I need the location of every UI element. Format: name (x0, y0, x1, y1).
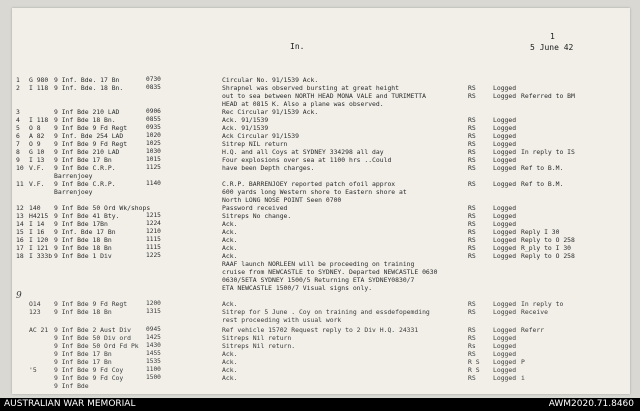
entry-message: Sitreps Nil return. (222, 342, 296, 350)
entry-message: Ack. (222, 374, 238, 382)
entry-action: Logged (493, 220, 517, 228)
entry-action: Logged (493, 84, 517, 92)
entry-formation: 9 Inf Bde C.R.P. (54, 164, 116, 172)
log-entry (12, 108, 630, 116)
entry-time: 1020 (146, 132, 161, 139)
log-sheet (12, 8, 630, 394)
entry-serial: 3 (16, 108, 20, 116)
entry-formation: 9 Inf Bde 210 LAD (54, 108, 120, 116)
entry-action: Logged (493, 228, 517, 236)
entry-from: I 16 (29, 228, 45, 236)
entry-rs: R S (468, 358, 480, 366)
entry-from: O 8 (29, 124, 41, 132)
entry-time: 1200 (146, 300, 161, 307)
entry-serial: 10 (16, 164, 24, 172)
entry-from: O 9 (29, 140, 41, 148)
entry-formation: 9 Inf Bde 41 Bty. (54, 212, 120, 220)
entry-message: have been Depth charges. (222, 164, 315, 172)
entry-from: H4215 (29, 212, 49, 220)
entry-formation: 9 Inf Bde 50 Div ord (54, 334, 131, 342)
entry-message: Ack. (222, 366, 238, 374)
entry-formation: 9 Inf Bde 210 LAD (54, 148, 120, 156)
entry-formation: 9 Inf Bde 17Bn (54, 220, 108, 228)
log-entry (12, 92, 630, 100)
entry-rs: RS (468, 140, 476, 148)
log-entry (12, 284, 630, 292)
entry-rs: RS (468, 92, 476, 100)
entry-serial: 14 (16, 220, 24, 228)
entry-from: 140 (29, 204, 41, 212)
entry-action: Logged (493, 342, 517, 350)
log-entry (12, 236, 630, 244)
entry-rs: Rs (468, 342, 476, 350)
entry-note: Receive (521, 308, 548, 316)
entry-note: Referr (521, 326, 545, 334)
entry-time: 0945 (146, 326, 161, 333)
log-entry (12, 316, 630, 324)
entry-formation: 9 Inf Bde 9 Fd Regt (54, 300, 128, 308)
entry-time: 0835 (146, 84, 161, 91)
entry-time: 1125 (146, 164, 161, 171)
entry-message: Ack. 91/1539 (222, 116, 269, 124)
log-entry (12, 300, 630, 308)
entry-serial: 5 (16, 124, 20, 132)
entry-rs: RS (468, 116, 476, 124)
entry-action: Logged (493, 132, 517, 140)
entry-time: 1140 (146, 180, 161, 187)
entry-from: I 13 (29, 156, 45, 164)
log-entry (12, 100, 630, 108)
page-number: 1 (550, 32, 555, 41)
entry-time: 1115 (146, 236, 161, 243)
entry-from: I 118 (29, 116, 49, 124)
entry-time: 1030 (146, 148, 161, 155)
entry-message: Ack. (222, 358, 238, 366)
entry-rs: RS (468, 236, 476, 244)
entry-formation: Barrenjoey (54, 188, 93, 196)
entry-rs: RS (468, 244, 476, 252)
entry-rs: RS (468, 334, 476, 342)
entry-note: Ref to B.M. (521, 180, 564, 188)
entry-serial: 7 (16, 140, 20, 148)
entry-action: Logged (493, 236, 517, 244)
entry-message: Four explosions over sea at 1100 hrs ..Could (222, 156, 392, 164)
entry-message: Ack. (222, 350, 238, 358)
entry-message: cruise from NEWCASTLE to SYDNEY. Departed NEWCASTLE 0630 (222, 268, 438, 276)
entry-time: 1015 (146, 156, 161, 163)
entry-message: Sitreps No change. (222, 212, 292, 220)
entry-message: Ack. (222, 244, 238, 252)
entry-note: In reply to IS (521, 148, 575, 156)
entry-action: Logged (493, 334, 517, 342)
entry-time: 1500 (146, 374, 161, 381)
entry-from: V.F. (29, 180, 45, 188)
log-entry (12, 334, 630, 342)
entry-note: In reply to (521, 300, 564, 308)
log-entry (12, 180, 630, 188)
entry-action: Logged (493, 92, 517, 100)
entry-action: Logged (493, 164, 517, 172)
entry-formation: 9 Inf Bde 17 Bn (54, 156, 112, 164)
log-entry (12, 204, 630, 212)
entry-action: Logged (493, 252, 517, 260)
entry-formation: 9 Inf Bde 18 Bn. (54, 116, 116, 124)
entry-message: Ref vehicle 15702 Request reply to 2 Div H.Q. 24331 (222, 326, 419, 334)
entry-message: Ack Circular 91/1539 (222, 132, 299, 140)
entry-rs: RS (468, 164, 476, 172)
entry-note: i (521, 374, 525, 382)
entry-rs: RS (468, 326, 476, 334)
entry-from: I 333b (29, 252, 53, 260)
entry-note: P (521, 358, 525, 366)
entry-rs: RS (468, 132, 476, 140)
entry-action: Logged (493, 148, 517, 156)
log-entry (12, 84, 630, 92)
log-date: 5 June 42 (530, 43, 574, 52)
entry-rs: RS (468, 84, 476, 92)
entry-from: 123 (29, 308, 41, 316)
entry-formation: 9 Inf Bde 2 Aust Div (54, 326, 131, 334)
entry-message: Sitrep for 5 June . Coy on training and essdefopemding (222, 308, 430, 316)
log-entry (12, 140, 630, 148)
log-entry (12, 172, 630, 180)
entry-from: V.F. (29, 164, 45, 172)
entry-time: 1430 (146, 342, 161, 349)
entry-message: H.Q. and all Coys at SYDNEY 334298 all day (222, 148, 384, 156)
entry-serial: 8 (16, 148, 20, 156)
entry-message: Sitreps Nil return (222, 334, 292, 342)
entry-time: 1535 (146, 358, 161, 365)
log-entry (12, 268, 630, 276)
log-entry (12, 260, 630, 268)
archive-name: AUSTRALIAN WAR MEMORIAL (4, 399, 136, 409)
entry-rs: RS (468, 124, 476, 132)
entry-rs: RS (468, 350, 476, 358)
entry-action: Logged (493, 124, 517, 132)
entry-time: 1210 (146, 228, 161, 235)
entry-from: I 121 (29, 244, 49, 252)
entry-formation: 9 Inf Bde 18 Bn (54, 308, 112, 316)
entry-serial: 9 (16, 156, 20, 164)
entry-message: C.R.P. BARRENJOEY reported patch ofoil approx (222, 180, 396, 188)
entry-from: I 118 (29, 84, 49, 92)
entry-serial: 2 (16, 84, 20, 92)
entry-note: Ref to B.M. (521, 164, 564, 172)
entry-message: HEAD at 0815 K. Also a plane was observed. (222, 100, 384, 108)
entry-serial: 11 (16, 180, 24, 188)
entry-formation: 9 Inf Bde 50 Ord Wk/shops (54, 204, 151, 212)
entry-from: I 120 (29, 236, 49, 244)
entry-time: 1225 (146, 252, 161, 259)
entry-message: Ack. (222, 228, 238, 236)
entry-rs: RS (468, 300, 476, 308)
log-entry (12, 276, 630, 284)
entry-message: Shrapnel was observed bursting at great height (222, 84, 399, 92)
entry-note: Reply to O 258 (521, 252, 575, 260)
entry-from: G 10 (29, 148, 45, 156)
entry-time: 1215 (146, 212, 161, 219)
entry-time: 1224 (146, 220, 161, 227)
entry-time: 1455 (146, 350, 161, 357)
page-mark: In. (290, 42, 305, 51)
log-entry (12, 212, 630, 220)
entry-action: Logged (493, 116, 517, 124)
entry-formation: 9 Inf Bde 18 Bn (54, 236, 112, 244)
entry-formation: 9 Inf Bde 17 Bn (54, 350, 112, 358)
log-entry (12, 156, 630, 164)
entry-message: ETA NEWCASTLE 1500/7 Visual signs only. (222, 284, 373, 292)
archive-reference: AWM2020.71.8460 (548, 399, 634, 409)
entry-formation: 9 Inf Bde 17 Bn (54, 358, 112, 366)
entry-rs: RS (468, 252, 476, 260)
entry-time: 1315 (146, 308, 161, 315)
entry-message: Ack. (222, 300, 238, 308)
entry-message: rest proceeding with usual work (222, 316, 342, 324)
entry-rs: RS (468, 180, 476, 188)
entry-action: Logged (493, 358, 517, 366)
entry-action: Logged (493, 326, 517, 334)
entry-message: Rec Circular 91/1539 Ack. (222, 108, 319, 116)
entry-time: 0906 (146, 108, 161, 115)
entry-message: Ack. 91/1539 (222, 124, 269, 132)
log-entry (12, 326, 630, 334)
entry-serial: 17 (16, 244, 24, 252)
entry-action: Logged (493, 308, 517, 316)
entry-action: Logged (493, 374, 517, 382)
entry-action: Logged (493, 366, 517, 374)
entry-formation: 9 Inf Bde C.R.P. (54, 180, 116, 188)
entry-message: Ack. (222, 220, 238, 228)
entry-serial: 9 (16, 291, 22, 301)
log-entry (12, 116, 630, 124)
entry-formation: 9 Inf. Bde 17 Bn (54, 228, 116, 236)
entry-formation: Barrenjoey (54, 172, 93, 180)
entry-message: Circular No. 91/1539 Ack. (222, 76, 319, 84)
entry-action: Logged (493, 212, 517, 220)
log-entry (12, 292, 630, 300)
entry-formation: 9 Inf. Bde. 17 Bn (54, 76, 120, 84)
entry-time: 0935 (146, 124, 161, 131)
entry-message: Ack. (222, 236, 238, 244)
entry-message: out to sea between NORTH HEAD MONA VALE and TURIMETTA (222, 92, 426, 100)
entry-note: Reply to O 258 (521, 236, 575, 244)
entry-action: Logged (493, 140, 517, 148)
log-entry (12, 76, 630, 84)
log-entry (12, 358, 630, 366)
entry-from: A 82 (29, 132, 45, 140)
entry-message: RAAF launch NORLEEN will be proceeding on training (222, 260, 415, 268)
log-entry (12, 220, 630, 228)
entry-from: G 980 (29, 76, 49, 84)
entry-rs: RS (468, 308, 476, 316)
log-entry (12, 196, 630, 204)
entry-rs: RS (468, 148, 476, 156)
entry-serial: 18 (16, 252, 24, 260)
entry-serial: 16 (16, 236, 24, 244)
entry-time: 1025 (146, 140, 161, 147)
entry-from: AC 21 (29, 326, 49, 334)
entry-rs: RS (468, 220, 476, 228)
entry-action: Logged (493, 156, 517, 164)
log-entry (12, 350, 630, 358)
entry-formation: 9 Inf Bde 50 Ord Fd Pk (54, 342, 139, 350)
entry-from: O14 (29, 300, 41, 308)
entry-action: Logged (493, 204, 517, 212)
entry-time: 1115 (146, 244, 161, 251)
entry-rs: R S (468, 366, 480, 374)
entry-rs: RS (468, 228, 476, 236)
entry-from: I 14 (29, 220, 45, 228)
entry-message: Sitrep NIL return (222, 140, 288, 148)
entry-message: 600 yards long Western shore to Eastern shore at (222, 188, 407, 196)
log-entry (12, 374, 630, 382)
entry-message: Ack. (222, 252, 238, 260)
log-entry (12, 124, 630, 132)
log-entry (12, 382, 630, 390)
entry-formation: 9 Inf Bde 9 Fd Coy (54, 374, 124, 382)
entry-serial: 1 (16, 76, 20, 84)
log-entry (12, 228, 630, 236)
entry-formation: 9 Inf. Bde. 18 Bn. (54, 84, 124, 92)
log-entry (12, 308, 630, 316)
entry-action: Logged (493, 244, 517, 252)
entry-serial: 4 (16, 116, 20, 124)
log-entry (12, 132, 630, 140)
log-entry (12, 342, 630, 350)
entry-rs: RS (468, 212, 476, 220)
entry-note: Referred to BM (521, 92, 575, 100)
entry-note: R_ply to I 30 (521, 244, 572, 252)
entry-rs: RS (468, 156, 476, 164)
log-entry (12, 252, 630, 260)
entry-time: 0730 (146, 76, 161, 83)
entry-note: Reply I 30 (521, 228, 560, 236)
entry-action: Logged (493, 350, 517, 358)
log-entry (12, 244, 630, 252)
entry-action: Logged (493, 300, 517, 308)
log-entry (12, 148, 630, 156)
entry-rs: RS (468, 204, 476, 212)
entry-serial: 12 (16, 204, 24, 212)
entry-serial: 15 (16, 228, 24, 236)
entry-from: '5 (29, 366, 37, 374)
entry-formation: 9 Inf Bde 1 Div (54, 252, 112, 260)
entry-serial: 6 (16, 132, 20, 140)
entry-message: North LONG NOSE POINT Seen 0700 (222, 196, 342, 204)
entry-formation: 9 Inf Bde 18 Bn (54, 244, 112, 252)
entry-time: 0855 (146, 116, 161, 123)
entry-time: 1100 (146, 366, 161, 373)
entry-serial: 13 (16, 212, 24, 220)
entry-message: Password received (222, 204, 288, 212)
entry-formation: 9 Inf Bde 9 Fd Regt (54, 124, 128, 132)
entry-rs: RS (468, 374, 476, 382)
log-entry (12, 164, 630, 172)
entry-formation: 9 Inf Bde 9 Fd Regt (54, 140, 128, 148)
entry-action: Logged (493, 180, 517, 188)
archive-footer (0, 398, 640, 411)
log-entry (12, 188, 630, 196)
log-entry (12, 366, 630, 374)
entry-formation: 9 Inf. Bde 254 LAD (54, 132, 124, 140)
entry-time: 1425 (146, 334, 161, 341)
entry-formation: 9 Inf Bde (54, 382, 89, 390)
entry-formation: 9 Inf Bde 9 Fd Coy (54, 366, 124, 374)
entry-message: 0630/5ETA SYDNEY 1500/5 Returning ETA SYDNEY0830/7 (222, 276, 415, 284)
